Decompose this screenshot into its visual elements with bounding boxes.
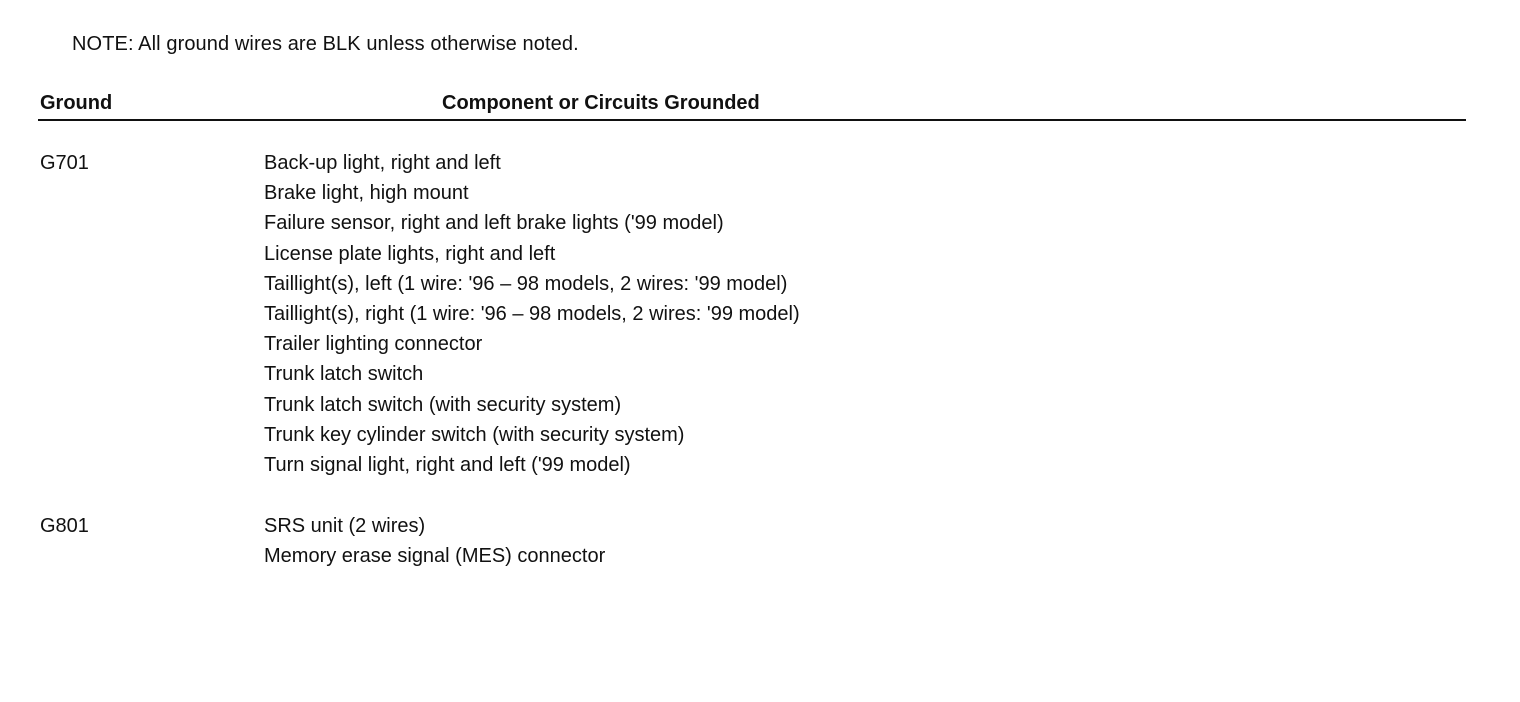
component-item: Turn signal light, right and left ('99 model) — [264, 454, 631, 477]
component-item: Brake light, high mount — [264, 182, 469, 205]
component-item: Trunk key cylinder switch (with security system) — [264, 423, 685, 446]
component-item: Memory erase signal (MES) connector — [264, 545, 606, 568]
component-item: License plate lights, right and left — [264, 242, 556, 265]
ground-id: G801 — [40, 515, 89, 537]
component-item: Back-up light, right and left — [264, 152, 501, 174]
ground-wire-note: NOTE: All ground wires are BLK unless otherwise noted. — [72, 33, 579, 55]
component-item: Trunk latch switch (with security system) — [264, 393, 622, 416]
ground-column-header: Ground — [40, 92, 113, 114]
component-item: SRS unit (2 wires) — [264, 515, 426, 537]
component-list — [264, 511, 605, 571]
ground-id: G701 — [40, 152, 89, 174]
component-list — [264, 148, 800, 480]
component-item: Taillight(s), right (1 wire: '96 – 98 models, 2 wires: '99 model) — [264, 303, 800, 326]
header-divider — [38, 119, 1466, 121]
component-item: Trunk latch switch — [264, 363, 424, 386]
components-column-header: Component or Circuits Grounded — [442, 92, 760, 114]
component-item: Trailer lighting connector — [264, 333, 483, 356]
component-item: Taillight(s), left (1 wire: '96 – 98 models, 2 wires: '99 model) — [264, 272, 788, 295]
component-item: Failure sensor, right and left brake lights ('99 model) — [264, 212, 724, 235]
